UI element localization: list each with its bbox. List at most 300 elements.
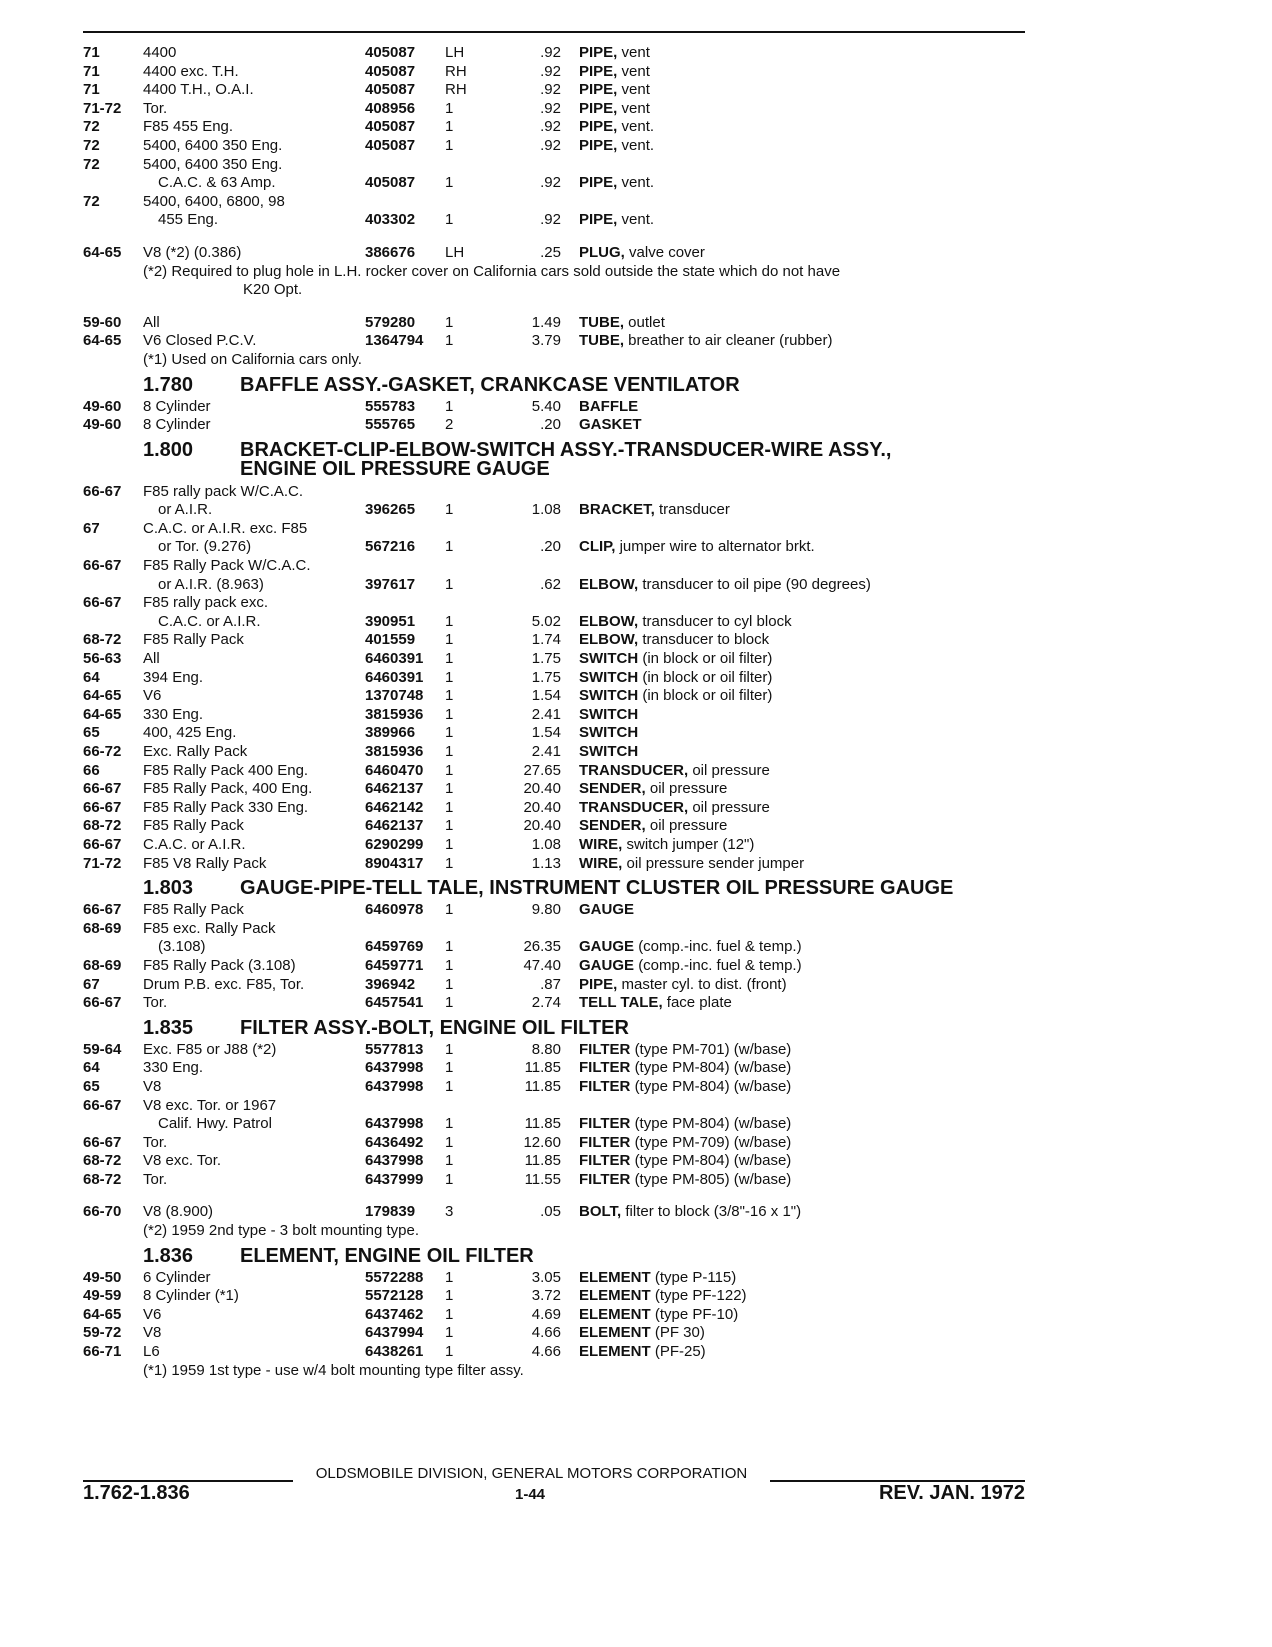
part-noun: BOLT, <box>579 1203 622 1221</box>
part-row <box>83 314 1043 333</box>
application-text: Drum P.B. exc. F85, Tor. <box>143 976 307 993</box>
part-number: 6290299 <box>365 835 424 853</box>
description-label <box>579 938 805 955</box>
part-detail: (type PM-701) (w/base) <box>634 1040 792 1058</box>
part-row <box>83 1203 1043 1222</box>
quantity: 1 <box>445 332 454 350</box>
price: .92 <box>540 81 561 99</box>
model-years: 68-72 <box>83 1170 122 1188</box>
application <box>143 193 358 212</box>
section-title: BRACKET-CLIP-ELBOW-SWITCH ASSY.-TRANSDUCER-WIRE ASSY., <box>240 438 892 461</box>
model-years: 71-72 <box>83 854 122 872</box>
model-years: 49-60 <box>83 416 122 434</box>
price: .92 <box>540 136 561 154</box>
price: 27.65 <box>523 761 561 779</box>
part-row <box>83 631 1043 650</box>
part-noun: GAUGE <box>579 956 635 974</box>
price: 20.40 <box>523 798 561 816</box>
application <box>143 1078 358 1097</box>
description-label <box>579 538 818 555</box>
description <box>579 1059 1034 1078</box>
description-label <box>579 501 733 518</box>
application <box>143 416 358 435</box>
model-years: 71 <box>83 62 100 80</box>
application <box>143 855 358 874</box>
part-noun: PIPE, <box>579 44 618 61</box>
application-text: C.A.C. or A.I.R. <box>143 613 264 630</box>
part-noun: SENDER, <box>579 780 646 798</box>
description <box>579 855 1034 874</box>
application-text: F85 Rally Pack 400 Eng. <box>143 762 311 779</box>
description <box>579 817 1034 836</box>
part-row <box>83 44 1043 63</box>
part-row <box>83 724 1043 743</box>
quantity: 1 <box>445 313 454 331</box>
part-number: 6460391 <box>365 650 424 668</box>
application <box>143 118 358 137</box>
application-text: 394 Eng. <box>143 669 206 686</box>
part-detail: (type P-115) <box>654 1268 737 1286</box>
quantity: 1 <box>445 1170 454 1188</box>
model-years: 68-72 <box>83 1152 122 1170</box>
model-years: 49-59 <box>83 1287 122 1305</box>
part-row <box>83 1097 1043 1116</box>
price: 3.72 <box>531 1287 561 1305</box>
quantity: 1 <box>445 798 454 816</box>
part-row <box>83 576 1043 595</box>
part-noun: FILTER <box>579 1059 631 1077</box>
part-number: 6459769 <box>365 938 424 956</box>
part-row <box>83 1324 1043 1343</box>
model-years: 68-72 <box>83 817 122 835</box>
description-label <box>579 631 772 648</box>
application <box>143 1306 358 1325</box>
part-number: 6437998 <box>365 1077 424 1095</box>
application-text: V8 (8.900) <box>143 1203 216 1220</box>
footer-section-range: 1.762-1.836 <box>83 1482 190 1504</box>
description <box>579 780 1034 799</box>
part-row <box>83 938 1043 957</box>
model-years: 67 <box>83 975 100 993</box>
description <box>579 1134 1034 1153</box>
quantity: 1 <box>445 1040 454 1058</box>
footnote: (*1) Used on California cars only. <box>143 350 362 368</box>
part-row <box>83 1306 1043 1325</box>
application <box>143 799 358 818</box>
part-row <box>83 81 1043 100</box>
part-number: 389966 <box>365 724 416 742</box>
part-number: 405087 <box>365 136 416 154</box>
part-noun: PIPE, <box>579 975 618 993</box>
application <box>143 836 358 855</box>
part-noun: SWITCH <box>579 668 639 686</box>
part-number: 397617 <box>365 575 416 593</box>
part-row <box>83 743 1043 762</box>
part-number: 405087 <box>365 81 416 99</box>
part-noun: FILTER <box>579 1170 631 1188</box>
part-number: 579280 <box>365 313 416 331</box>
model-years: 67 <box>83 519 100 537</box>
part-detail: valve cover <box>629 243 705 261</box>
application-text: 8 Cylinder <box>143 416 214 433</box>
part-number: 6460978 <box>365 901 424 919</box>
part-row <box>83 613 1043 632</box>
part-row <box>83 594 1043 613</box>
description-label <box>579 799 773 816</box>
quantity: 1 <box>445 1324 454 1342</box>
application <box>143 538 358 557</box>
price: 26.35 <box>523 938 561 956</box>
spacer <box>83 1189 1043 1203</box>
price: .20 <box>540 416 561 434</box>
part-number: 6462142 <box>365 798 424 816</box>
application <box>143 314 358 333</box>
part-row <box>83 976 1043 995</box>
description <box>579 174 1034 193</box>
price: 3.79 <box>531 332 561 350</box>
price: 2.41 <box>531 743 561 760</box>
price: 1.49 <box>531 313 561 331</box>
quantity: 1 <box>445 211 454 229</box>
application-text: 5400, 6400 350 Eng. <box>143 156 285 173</box>
description <box>579 398 1034 417</box>
price: .87 <box>540 975 561 993</box>
price: .92 <box>540 44 561 61</box>
part-row <box>83 1059 1043 1078</box>
application <box>143 1269 358 1288</box>
part-noun: FILTER <box>579 1133 631 1151</box>
description-label <box>579 1343 709 1360</box>
part-number: 401559 <box>365 631 416 649</box>
part-row <box>83 1078 1043 1097</box>
section-heading-continued <box>83 457 1043 483</box>
description-label <box>579 1324 708 1341</box>
part-detail: vent <box>621 44 650 61</box>
model-years: 59-60 <box>83 313 122 331</box>
application <box>143 557 358 576</box>
part-row <box>83 762 1043 781</box>
part-number: 405087 <box>365 44 416 61</box>
part-number: 1364794 <box>365 332 424 350</box>
section-heading <box>83 1015 1043 1041</box>
part-row <box>83 398 1043 417</box>
part-number: 386676 <box>365 243 416 261</box>
application-text: V8 exc. Tor. <box>143 1152 224 1169</box>
quantity: 1 <box>445 174 454 192</box>
model-years: 64-65 <box>83 687 122 705</box>
part-row <box>83 520 1043 539</box>
model-years: 68-69 <box>83 956 122 974</box>
quantity: 1 <box>445 956 454 974</box>
price: 1.75 <box>531 668 561 686</box>
model-years: 71 <box>83 81 100 99</box>
application <box>143 1115 358 1134</box>
model-years: 66-67 <box>83 1096 122 1114</box>
part-noun: GAUGE <box>579 938 635 956</box>
part-detail: (comp.-inc. fuel & temp.) <box>638 956 802 974</box>
part-detail: vent <box>621 99 650 117</box>
application-text: All <box>143 650 163 667</box>
part-detail: oil pressure sender jumper <box>626 854 805 872</box>
application-text: F85 Rally Pack W/C.A.C. <box>143 557 314 574</box>
quantity: 1 <box>445 397 454 415</box>
part-noun: PIPE, <box>579 81 618 99</box>
top-rule <box>83 31 1025 33</box>
model-years: 66-70 <box>83 1203 122 1221</box>
part-noun: WIRE, <box>579 835 623 853</box>
application-text: V6 <box>143 687 164 704</box>
model-years: 66-67 <box>83 482 122 500</box>
price: 9.80 <box>531 901 561 919</box>
model-years: 66-67 <box>83 780 122 798</box>
quantity: 1 <box>445 668 454 686</box>
application-text: F85 Rally Pack, 400 Eng. <box>143 780 315 797</box>
price: 11.85 <box>524 1115 561 1133</box>
description <box>579 1171 1034 1190</box>
description-label <box>579 416 645 433</box>
application-text: Exc. Rally Pack <box>143 743 250 760</box>
part-detail: (type PM-805) (w/base) <box>634 1170 792 1188</box>
part-noun: TRANSDUCER, <box>579 761 689 779</box>
application-text: or Tor. (9.276) <box>143 538 254 555</box>
application-text: L6 <box>143 1343 163 1360</box>
part-noun: SWITCH <box>579 724 639 742</box>
footer-revision: REV. JAN. 1972 <box>878 1482 1025 1504</box>
model-years: 56-63 <box>83 650 122 668</box>
quantity: 1 <box>445 1287 454 1305</box>
part-number: 6437998 <box>365 1152 424 1170</box>
parts-list <box>83 44 1043 1380</box>
application-text: Tor. <box>143 994 170 1011</box>
description-label <box>579 743 641 760</box>
description <box>579 836 1034 855</box>
application-text: F85 Rally Pack (3.108) <box>143 957 299 974</box>
part-number: 1370748 <box>365 687 424 705</box>
part-number: 3815936 <box>365 743 424 760</box>
part-number: 6460470 <box>365 761 424 779</box>
application-text: F85 V8 Rally Pack <box>143 855 269 872</box>
model-years: 66-67 <box>83 798 122 816</box>
application-text: Tor. <box>143 1171 170 1188</box>
part-row <box>83 538 1043 557</box>
application <box>143 920 358 939</box>
description-label <box>579 1134 794 1151</box>
application <box>143 63 358 82</box>
quantity: 1 <box>445 835 454 853</box>
application <box>143 1097 358 1116</box>
part-detail: outlet <box>628 313 665 331</box>
application <box>143 332 358 351</box>
description <box>579 957 1034 976</box>
application <box>143 901 358 920</box>
part-noun: GASKET <box>579 416 642 434</box>
application <box>143 576 358 595</box>
application <box>143 501 358 520</box>
description-label <box>579 817 730 834</box>
application <box>143 398 358 417</box>
application <box>143 244 358 263</box>
part-detail: (type PF-122) <box>654 1287 747 1305</box>
application-text: 4400 exc. T.H. <box>143 63 242 80</box>
quantity: 1 <box>445 612 454 630</box>
application-text: F85 exc. Rally Pack <box>143 920 279 937</box>
part-number: 8904317 <box>365 854 424 872</box>
description <box>579 762 1034 781</box>
model-years: 71 <box>83 44 100 61</box>
section-number: 1.835 <box>143 1016 194 1039</box>
part-row <box>83 1287 1043 1306</box>
price: 4.66 <box>531 1343 561 1361</box>
application <box>143 650 358 669</box>
application-text: F85 455 Eng. <box>143 118 236 135</box>
part-number: 5577813 <box>365 1040 424 1058</box>
part-row <box>83 836 1043 855</box>
model-years: 66-67 <box>83 1133 122 1151</box>
description <box>579 976 1034 995</box>
part-row <box>83 650 1043 669</box>
description-label <box>579 211 657 228</box>
part-detail: transducer <box>659 501 730 519</box>
description-label <box>579 576 874 593</box>
description <box>579 81 1034 100</box>
quantity: 1 <box>445 501 454 519</box>
quantity: 1 <box>445 938 454 956</box>
application <box>143 1134 358 1153</box>
part-detail: (comp.-inc. fuel & temp.) <box>638 938 802 956</box>
section-number: 1.803 <box>143 877 194 900</box>
description <box>579 538 1034 557</box>
application-text: C.A.C. or A.I.R. <box>143 836 249 853</box>
price: 1.54 <box>531 724 561 742</box>
part-row <box>83 669 1043 688</box>
section-number: 1.836 <box>143 1244 194 1267</box>
part-row <box>83 687 1043 706</box>
description <box>579 687 1034 706</box>
model-years: 64 <box>83 668 100 686</box>
model-years: 68-72 <box>83 631 122 649</box>
application <box>143 1171 358 1190</box>
part-number: 6438261 <box>365 1343 424 1361</box>
description <box>579 1203 1034 1222</box>
section-title: BAFFLE ASSY.-GASKET, CRANKCASE VENTILATOR <box>240 373 740 396</box>
application <box>143 81 358 100</box>
description-label <box>579 1059 794 1076</box>
section-heading <box>83 875 1043 901</box>
description <box>579 994 1034 1013</box>
price: .92 <box>540 118 561 136</box>
price: .92 <box>540 99 561 117</box>
description-label <box>579 1269 739 1286</box>
application <box>143 483 358 502</box>
part-noun: PIPE, <box>579 118 618 136</box>
price: 12.60 <box>523 1133 561 1151</box>
part-noun: ELEMENT <box>579 1343 651 1361</box>
application-text: 330 Eng. <box>143 1059 206 1076</box>
part-detail: (type PM-709) (w/base) <box>634 1133 792 1151</box>
model-years: 64 <box>83 1059 100 1077</box>
part-detail: oil pressure <box>692 761 770 779</box>
part-detail: (type PM-804) (w/base) <box>634 1152 792 1170</box>
application <box>143 817 358 836</box>
quantity: 1 <box>445 1133 454 1151</box>
application-text: 400, 425 Eng. <box>143 724 239 741</box>
model-years: 72 <box>83 136 100 154</box>
part-detail: jumper wire to alternator brkt. <box>619 538 815 556</box>
model-years: 66-72 <box>83 743 122 760</box>
application-text: F85 Rally Pack <box>143 901 247 918</box>
section-heading <box>83 1243 1043 1269</box>
price: .92 <box>540 174 561 192</box>
part-number: 403302 <box>365 211 416 229</box>
quantity: 1 <box>445 1115 454 1133</box>
part-row <box>83 855 1043 874</box>
application-text: V6 Closed P.C.V. <box>143 332 259 349</box>
description-label <box>579 1152 794 1169</box>
price: 1.54 <box>531 687 561 705</box>
part-noun: PIPE, <box>579 174 618 192</box>
part-row <box>83 1171 1043 1190</box>
part-noun: BRACKET, <box>579 501 655 519</box>
model-years: 66-67 <box>83 557 122 575</box>
part-detail: (in block or oil filter) <box>642 687 773 705</box>
price: 1.08 <box>531 501 561 519</box>
application <box>143 174 358 193</box>
spacer <box>83 230 1043 244</box>
part-detail: vent <box>621 81 650 99</box>
description <box>579 1287 1034 1306</box>
part-noun: PIPE, <box>579 211 618 229</box>
quantity: 2 <box>445 416 454 434</box>
part-detail: master cyl. to dist. (front) <box>621 975 787 993</box>
application-text: Calif. Hwy. Patrol <box>143 1115 275 1132</box>
section-number: 1.800 <box>143 438 194 461</box>
part-number: 3815936 <box>365 705 424 723</box>
application-text: V6 <box>143 1306 164 1323</box>
quantity: 1 <box>445 994 454 1012</box>
part-detail: (PF 30) <box>654 1324 705 1342</box>
application-text: 8 Cylinder <box>143 398 214 415</box>
application <box>143 1152 358 1171</box>
description-label <box>579 244 708 261</box>
part-detail: vent <box>621 62 650 80</box>
part-noun: FILTER <box>579 1077 631 1095</box>
quantity: 1 <box>445 901 454 919</box>
model-years: 59-72 <box>83 1324 122 1342</box>
price: .92 <box>540 211 561 229</box>
description <box>579 100 1034 119</box>
part-detail: (PF-25) <box>654 1343 706 1361</box>
section-heading <box>83 372 1043 398</box>
description <box>579 1115 1034 1134</box>
quantity: 1 <box>445 705 454 723</box>
model-years: 64-65 <box>83 243 122 261</box>
description-label <box>579 63 653 80</box>
application-text: 6 Cylinder <box>143 1269 214 1286</box>
application <box>143 520 358 539</box>
description-label <box>579 1171 794 1188</box>
part-row <box>83 799 1043 818</box>
footnote: K20 Opt. <box>243 281 303 299</box>
description <box>579 501 1034 520</box>
part-noun: TUBE, <box>579 332 624 350</box>
part-detail: transducer to block <box>642 631 770 649</box>
quantity: 1 <box>445 1059 454 1077</box>
part-noun: FILTER <box>579 1152 631 1170</box>
quantity: 1 <box>445 538 454 556</box>
quantity: 1 <box>445 687 454 705</box>
part-detail: (type PM-804) (w/base) <box>634 1115 792 1133</box>
price: .25 <box>540 243 561 261</box>
